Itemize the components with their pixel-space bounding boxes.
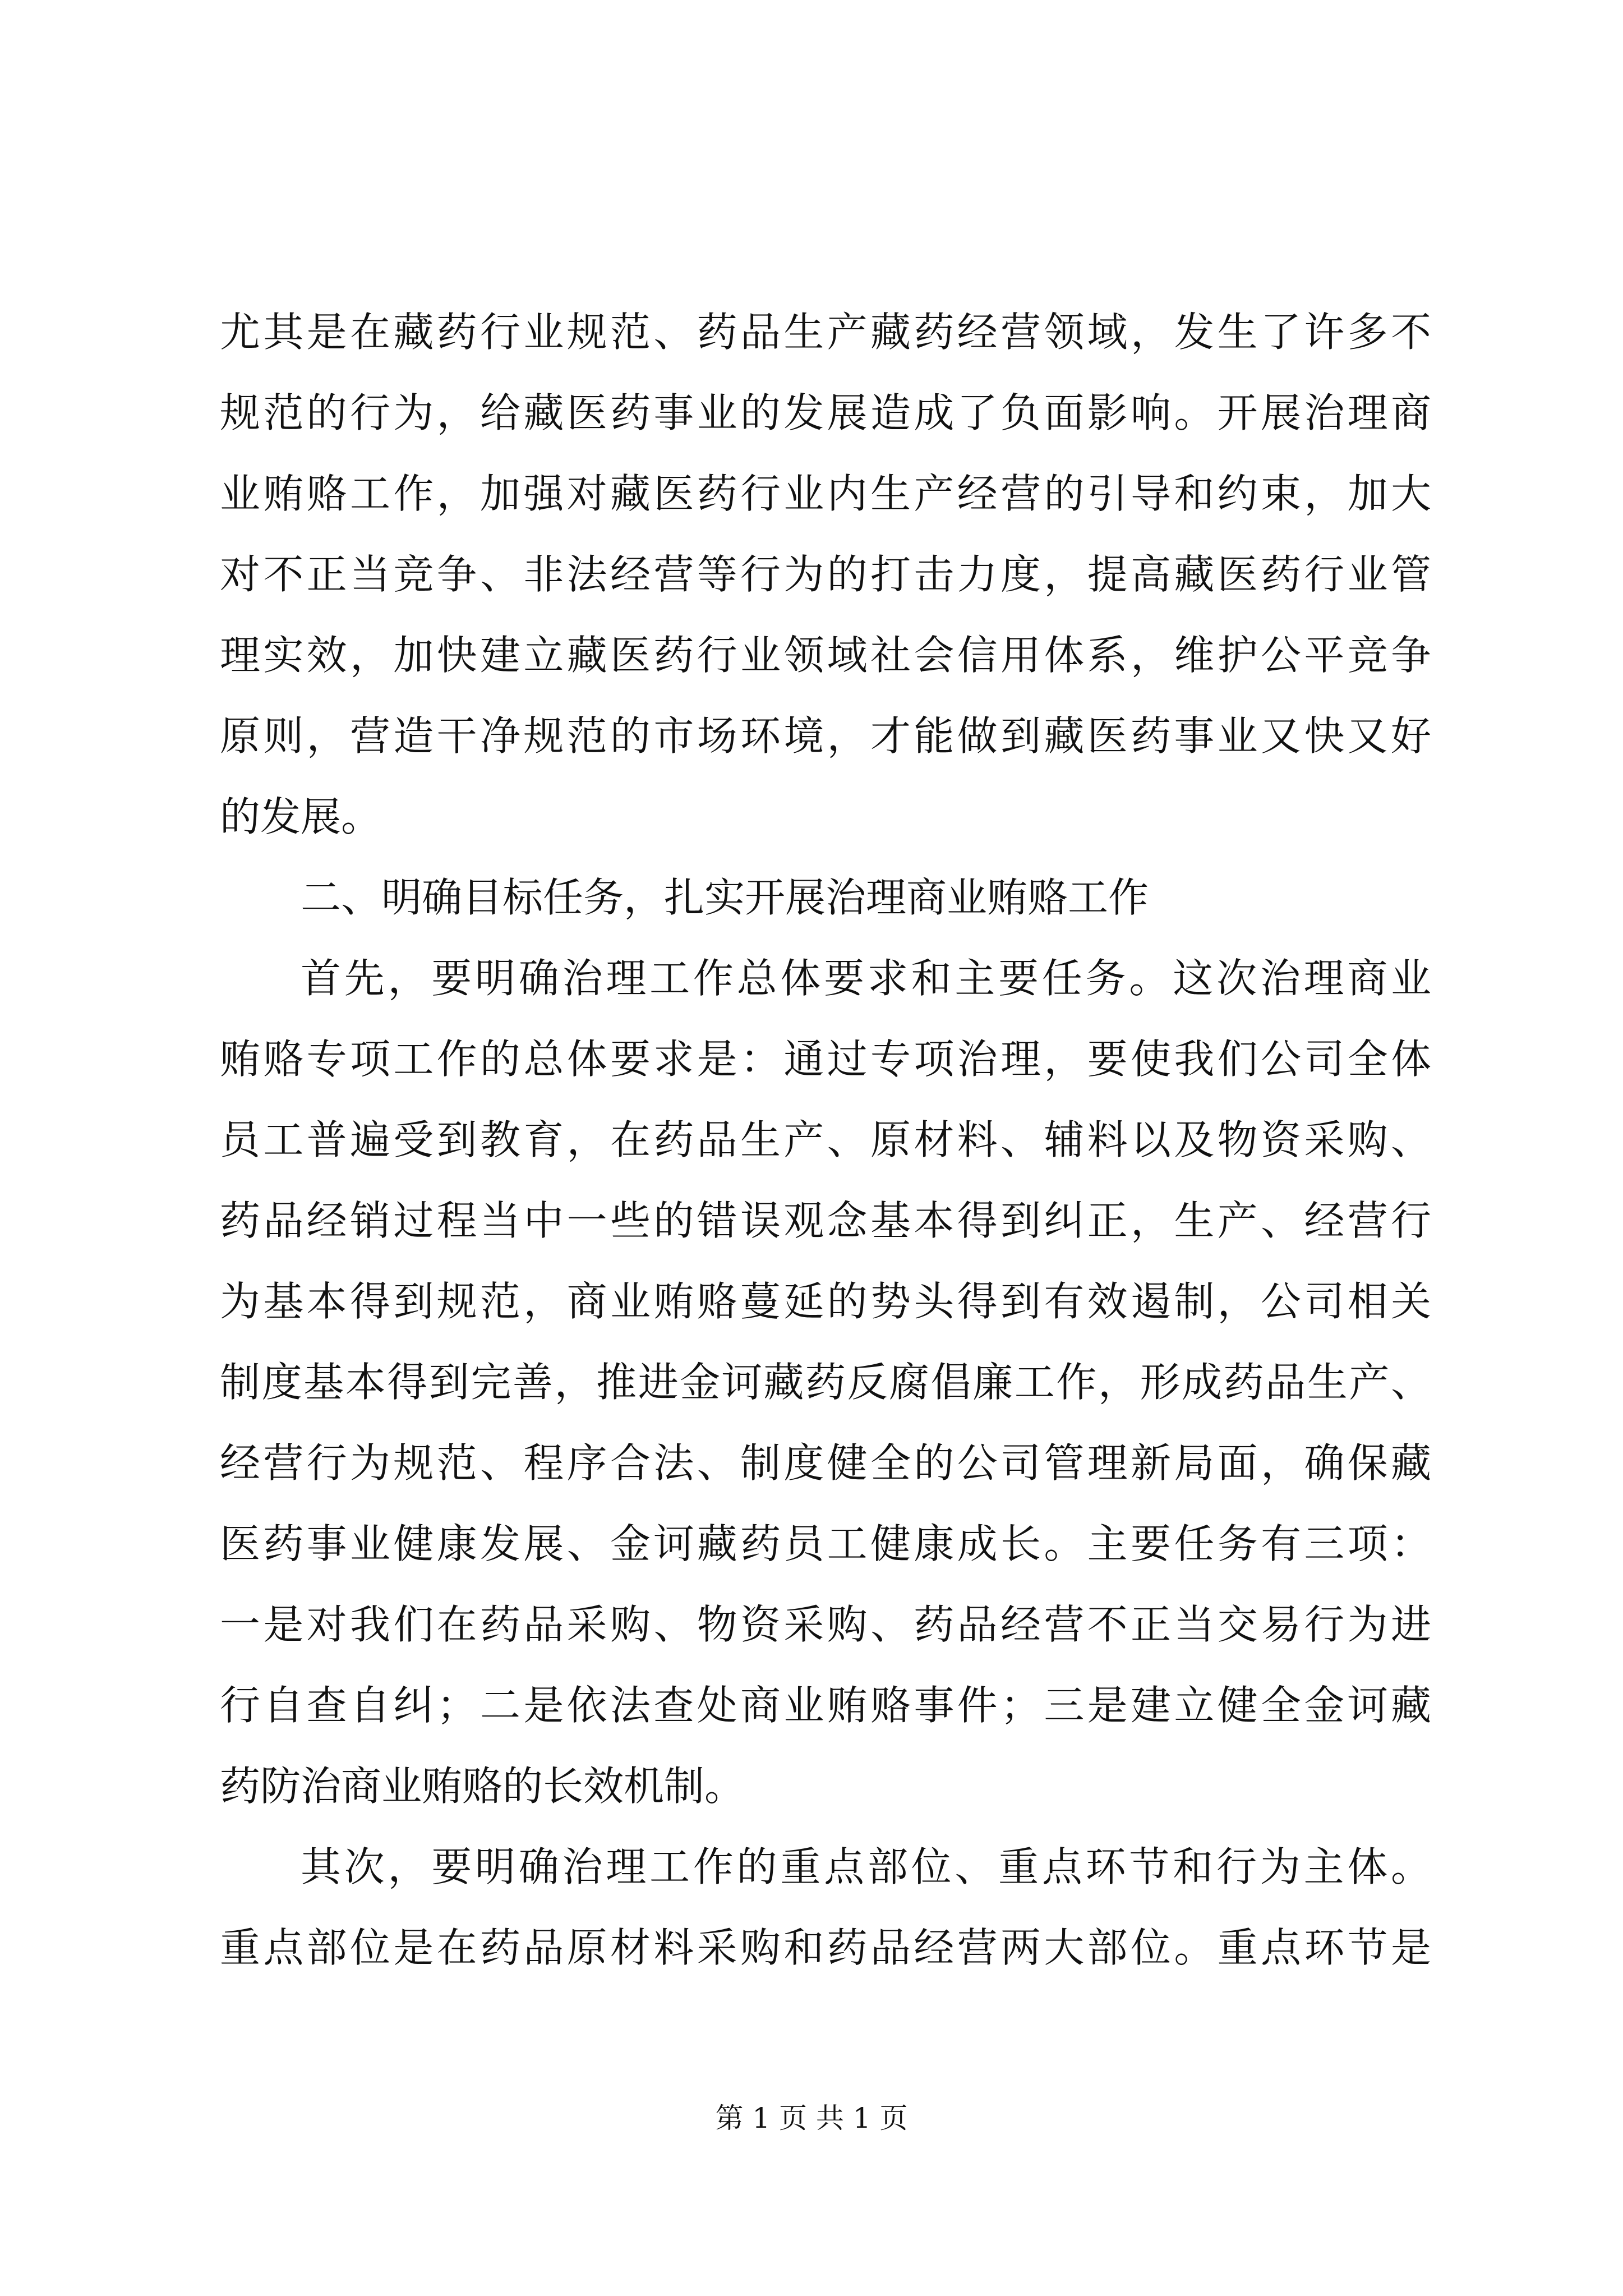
paragraph-line: 药防治商业贿赂的长效机制。 [220, 1763, 745, 1810]
paragraph-line: 尤其是在藏药行业规范、药品生产藏药经营领域，发生了许多不 [220, 309, 1431, 356]
paragraph-line: 的发展。 [220, 793, 382, 840]
paragraph-line: 其次，要明确治理工作的重点部位、重点环节和行为主体。 [301, 1843, 1431, 1890]
section-heading: 二、明确目标任务，扎实开展治理商业贿赂工作 [301, 874, 1149, 921]
page-footer [0, 2101, 1623, 2135]
paragraph-line: 行自查自纠；二是依法查处商业贿赂事件；三是建立健全金诃藏 [220, 1682, 1431, 1729]
paragraph-line: 制度基本得到完善，推进金诃藏药反腐倡廉工作，形成药品生产、 [220, 1359, 1431, 1406]
paragraph-line: 理实效，加快建立藏医药行业领域社会信用体系，维护公平竞争 [220, 632, 1431, 679]
paragraph-line: 医药事业健康发展、金诃藏药员工健康成长。主要任务有三项： [220, 1520, 1431, 1567]
paragraph-line: 员工普遍受到教育，在药品生产、原材料、辅料以及物资采购、 [220, 1116, 1431, 1163]
page-number-label: 第 1 页 共 1 页 [715, 2102, 908, 2134]
paragraph-line: 规范的行为，给藏医药事业的发展造成了负面影响。开展治理商 [220, 389, 1431, 436]
paragraph-line: 药品经销过程当中一些的错误观念基本得到纠正，生产、经营行 [220, 1197, 1431, 1244]
paragraph-line: 重点部位是在药品原材料采购和药品经营两大部位。重点环节是 [220, 1924, 1431, 1971]
paragraph-line: 对不正当竞争、非法经营等行为的打击力度，提高藏医药行业管 [220, 551, 1431, 598]
paragraph-line: 经营行为规范、程序合法、制度健全的公司管理新局面，确保藏 [220, 1439, 1431, 1487]
document-body [220, 292, 1431, 1988]
paragraph-line: 业贿赂工作，加强对藏医药行业内生产经营的引导和约束，加大 [220, 470, 1431, 517]
paragraph-line: 首先，要明确治理工作总体要求和主要任务。这次治理商业 [301, 955, 1431, 1002]
paragraph-line: 为基本得到规范，商业贿赂蔓延的势头得到有效遏制，公司相关 [220, 1278, 1431, 1325]
paragraph-line: 原则，营造干净规范的市场环境，才能做到藏医药事业又快又好 [220, 712, 1431, 760]
paragraph-line: 一是对我们在药品采购、物资采购、药品经营不正当交易行为进 [220, 1601, 1431, 1648]
paragraph-line: 贿赂专项工作的总体要求是：通过专项治理，要使我们公司全体 [220, 1036, 1431, 1083]
